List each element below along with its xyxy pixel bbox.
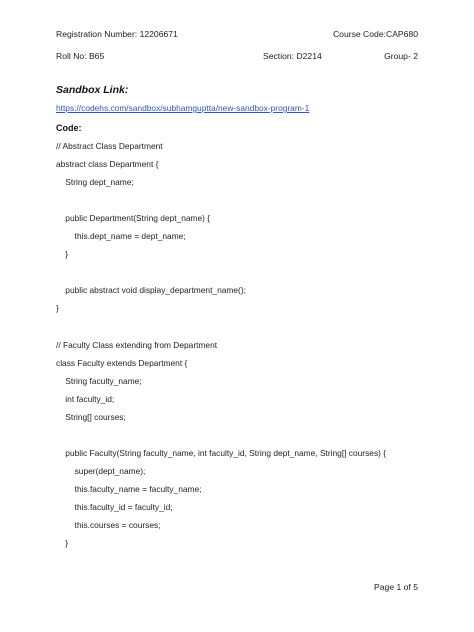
code-line: abstract class Department { xyxy=(56,159,159,170)
code-line: class Faculty extends Department { xyxy=(56,357,188,368)
code-line: this.courses = courses; xyxy=(56,519,161,530)
code-line: // Abstract Class Department xyxy=(56,141,163,151)
code-line: this.dept_name = dept_name; xyxy=(56,231,186,242)
code-line xyxy=(56,320,436,338)
code-line: super(dept_name); xyxy=(56,465,146,476)
registration-number: Registration Number: 12206671 xyxy=(56,29,178,39)
code-line: int faculty_id; xyxy=(56,393,115,404)
code-line: public Department(String dept_name) { xyxy=(56,213,211,224)
code-label: Code: xyxy=(56,123,82,133)
code-line: } xyxy=(56,249,69,260)
code-line: public Faculty(String faculty_name, int faculty_id, String dept_name, String[] courses) { xyxy=(56,447,387,458)
code-block xyxy=(56,140,436,555)
code-line: String[] courses; xyxy=(56,411,126,422)
code-line: this.faculty_name = faculty_name; xyxy=(56,483,202,494)
code-line xyxy=(56,194,436,212)
code-line xyxy=(56,266,436,284)
sandbox-title: Sandbox Link: xyxy=(56,84,129,96)
sandbox-link[interactable]: https://codehs.com/sandbox/subhamguptta/new-sandbox-program-1 xyxy=(56,103,310,113)
code-line: public abstract void display_department_name(); xyxy=(56,285,246,296)
group: Group- 2 xyxy=(384,51,418,61)
code-line: String faculty_name; xyxy=(56,375,142,386)
code-line: } xyxy=(56,303,59,314)
code-line: String dept_name; xyxy=(56,177,134,188)
roll-number: Roll No: B65 xyxy=(56,51,105,61)
section: Section: D2214 xyxy=(263,51,322,61)
course-code: Course Code:CAP680 xyxy=(332,29,418,39)
code-line xyxy=(56,429,436,447)
code-line: } xyxy=(56,538,69,549)
code-line: // Faculty Class extending from Department xyxy=(56,339,218,350)
page-number: Page 1 of 5 xyxy=(374,582,418,592)
code-line: this.faculty_id = faculty_id; xyxy=(56,501,173,512)
